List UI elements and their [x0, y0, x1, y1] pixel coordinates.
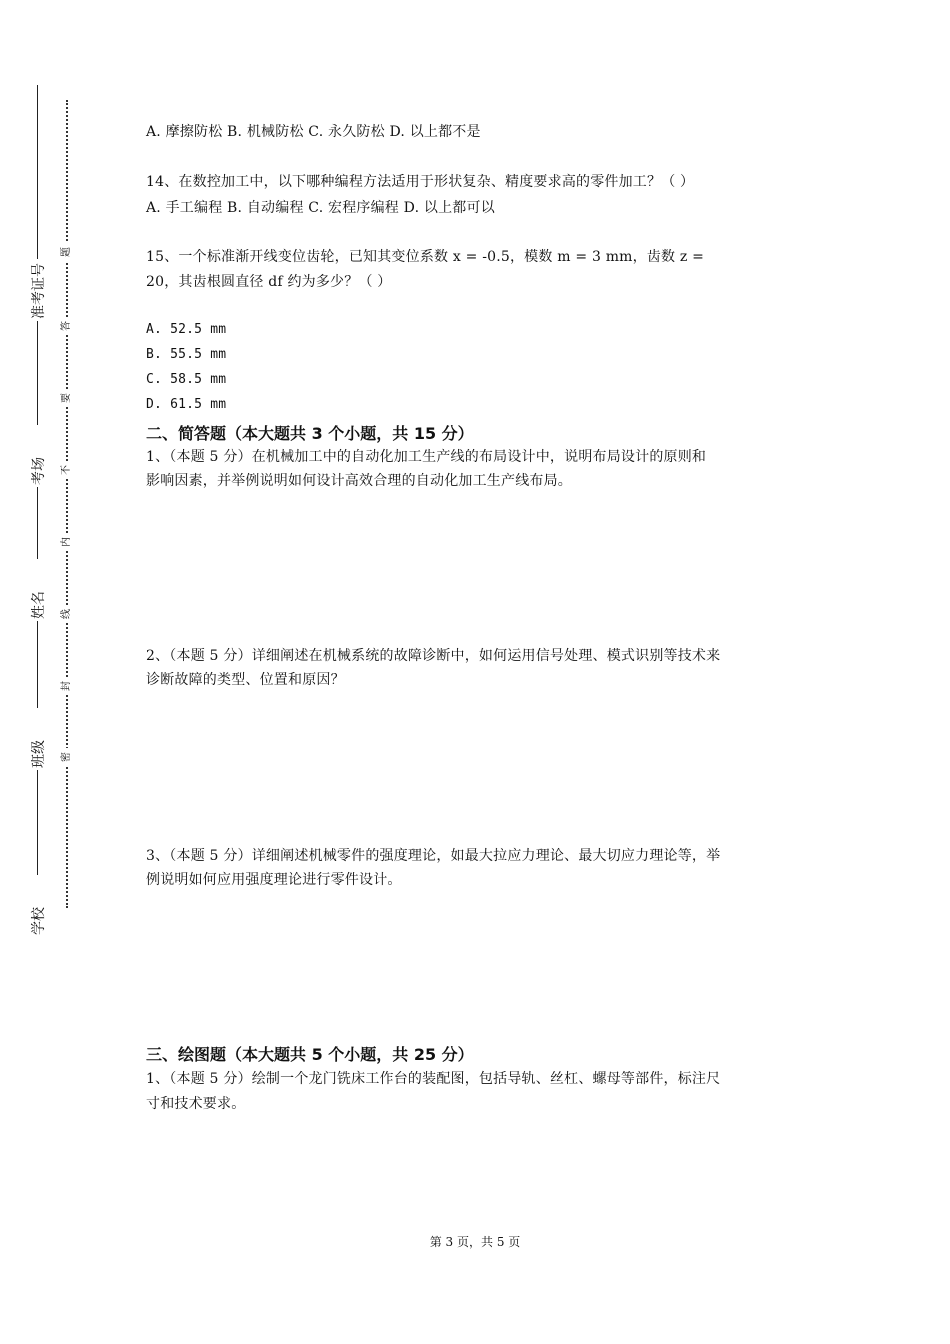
seal-char: 题 [58, 243, 76, 261]
seal-char: 内 [58, 533, 76, 551]
seal-char: 封 [58, 677, 76, 695]
q14-options: A. 手工编程 B. 自动编程 C. 宏程序编程 D. 以上都可以 [146, 200, 495, 216]
s2-q3-line1: 3、（本题 5 分）详细阐述机械零件的强度理论，如最大拉应力理论、最大切应力理论等，举 [146, 848, 721, 864]
section3-heading: 三、绘图题（本大题共 5 个小题，共 25 分） [146, 1045, 474, 1064]
q15-stem-line1: 15、一个标准渐开线变位齿轮，已知其变位系数 x = -0.5，模数 m = 3 mm，齿数 z = [146, 249, 705, 265]
page-number: 第 3 页，共 5 页 [429, 1235, 521, 1249]
seal-char: 线 [58, 605, 76, 623]
seal-char: 密 [58, 748, 76, 766]
field-exam-room-label: 考场 [27, 425, 51, 487]
s3-q1-line1: 1、（本题 5 分）绘制一个龙门铣床工作台的装配图，包括导轨、丝杠、螺母等部件，标注尺 [146, 1071, 721, 1087]
q15-option-b: B. 55.5 mm [146, 347, 227, 362]
s2-q1-line1: 1、（本题 5 分）在机械加工中的自动化加工生产线的布局设计中，说明布局设计的原则和 [146, 449, 707, 465]
binding-solid-line [37, 85, 38, 923]
q15-option-a: A. 52.5 mm [146, 322, 227, 337]
field-name-label: 姓名 [27, 559, 51, 621]
s2-q1-line2: 影响因素，并举例说明如何设计高效合理的自动化加工生产线布局。 [146, 473, 572, 489]
section2-heading: 二、简答题（本大题共 3 个小题，共 15 分） [146, 424, 474, 443]
q15-option-c: C. 58.5 mm [146, 372, 227, 387]
field-exam-number-label: 准考证号 [27, 259, 51, 321]
s2-q2-line1: 2、（本题 5 分）详细阐述在机械系统的故障诊断中，如何运用信号处理、模式识别等技术来 [146, 648, 721, 664]
q13-options: A. 摩擦防松 B. 机械防松 C. 永久防松 D. 以上都不是 [146, 124, 481, 140]
field-class-label: 班级 [27, 708, 51, 770]
q15-option-d: D. 61.5 mm [146, 397, 227, 412]
q14-stem: 14、在数控加工中，以下哪种编程方法适用于形状复杂、精度要求高的零件加工？（ ） [146, 174, 695, 190]
binding-dotted-line [66, 100, 68, 908]
field-school-label: 学校 [27, 875, 51, 937]
seal-char: 答 [58, 317, 76, 335]
s2-q3-line2: 例说明如何应用强度理论进行零件设计。 [146, 872, 402, 888]
s3-q1-line2: 寸和技术要求。 [146, 1096, 246, 1112]
q15-stem-line2: 20，其齿根圆直径 df 约为多少？（ ） [146, 274, 392, 290]
s2-q2-line2: 诊断故障的类型、位置和原因？ [146, 672, 345, 688]
seal-char: 要 [58, 389, 76, 407]
seal-char: 不 [58, 461, 76, 479]
